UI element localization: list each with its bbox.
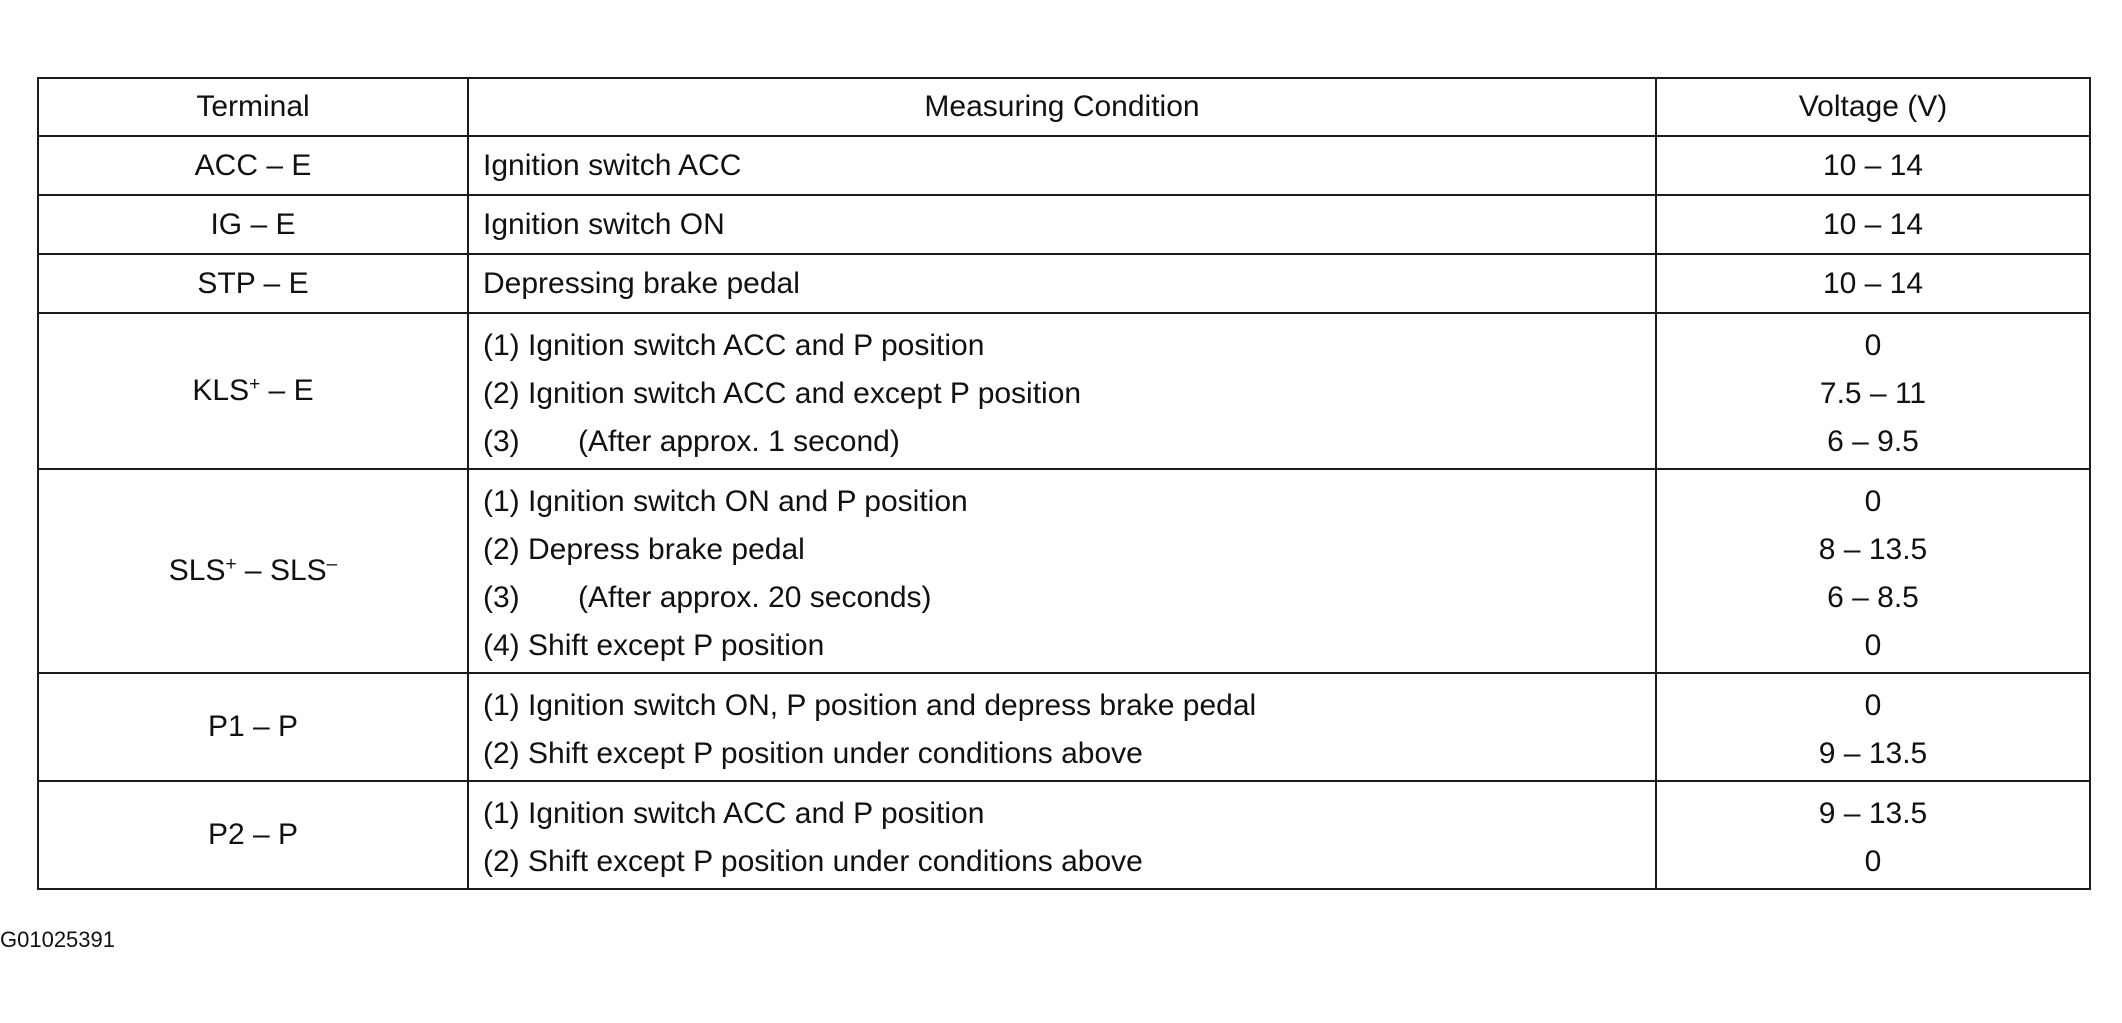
table-row [38, 673, 2090, 781]
terminal-right: E [288, 266, 309, 300]
terminal-left: SLS [168, 554, 226, 587]
table-row [38, 781, 2090, 889]
measuring-condition-cell [468, 254, 1656, 313]
condition-line: (3) (After approx. 20 seconds) [483, 581, 932, 614]
terminal-right: E [291, 148, 312, 182]
condition-line: (2) Shift except P position under conditions above [483, 737, 1143, 770]
terminal-left: KLS [192, 374, 250, 407]
voltage-value: 6 – 8.5 [1827, 581, 1919, 614]
terminal-left: IG [210, 207, 243, 241]
table-row [38, 254, 2090, 313]
voltage-value: 0 [1864, 845, 1882, 878]
terminal-cell [38, 254, 468, 313]
voltage-value: 10 – 14 [1822, 266, 1924, 300]
condition-line: (3) (After approx. 1 second) [483, 425, 900, 458]
voltage-cell [1656, 136, 2090, 195]
terminal-right: P [278, 710, 299, 743]
table-row [38, 136, 2090, 195]
measuring-condition-cell [468, 136, 1656, 195]
voltage-value: 10 – 14 [1822, 207, 1924, 241]
terminal-right: P [278, 818, 299, 851]
header-terminal: Terminal [38, 78, 468, 136]
terminal-right-polarity: – [326, 554, 338, 575]
table-header-row [38, 78, 2090, 136]
measuring-condition-cell [468, 673, 1656, 781]
condition-line: Ignition switch ON [483, 207, 725, 241]
terminal-right: E [275, 207, 296, 241]
voltage-value: 0 [1864, 485, 1882, 518]
voltage-value: 8 – 13.5 [1818, 533, 1928, 566]
terminal-left: P2 [207, 818, 245, 851]
condition-line: (2) Shift except P position under conditions above [483, 845, 1143, 878]
condition-line: (4) Shift except P position [483, 629, 825, 662]
terminal-separator: – [257, 148, 292, 182]
voltage-value: 6 – 9.5 [1827, 425, 1919, 458]
condition-line: Ignition switch ACC [483, 148, 742, 182]
terminal-separator: – [260, 374, 294, 407]
header-measuring-condition: Measuring Condition [468, 78, 1656, 136]
table-row [38, 195, 2090, 254]
voltage-cell [1656, 469, 2090, 673]
terminal-cell [38, 781, 468, 889]
terminal-voltage-table [37, 77, 2091, 890]
terminal-cell [38, 313, 468, 469]
terminal-left-polarity: + [249, 374, 261, 395]
voltage-value: 10 – 14 [1822, 148, 1924, 182]
voltage-value: 0 [1864, 329, 1882, 362]
table-row [38, 469, 2090, 673]
condition-line: Depressing brake pedal [483, 266, 800, 300]
condition-line: (1) Ignition switch ON and P position [483, 485, 968, 518]
condition-line: (1) Ignition switch ACC and P position [483, 329, 985, 362]
terminal-right: E [293, 374, 314, 407]
voltage-value: 7.5 – 11 [1819, 377, 1927, 410]
condition-line: (1) Ignition switch ACC and P position [483, 797, 985, 830]
terminal-cell [38, 195, 468, 254]
figure-id: G01025391 [0, 927, 115, 952]
voltage-cell [1656, 781, 2090, 889]
voltage-value: 9 – 13.5 [1818, 737, 1928, 770]
condition-line: (1) Ignition switch ON, P position and depress brake pedal [483, 689, 1257, 722]
voltage-value: 0 [1864, 629, 1882, 662]
terminal-separator: – [242, 207, 276, 241]
terminal-left: STP [197, 266, 256, 300]
terminal-left-polarity: + [225, 554, 237, 575]
measuring-condition-cell [468, 195, 1656, 254]
voltage-value: 0 [1864, 689, 1882, 722]
condition-line: (2) Depress brake pedal [483, 533, 805, 566]
voltage-cell [1656, 254, 2090, 313]
condition-line: (2) Ignition switch ACC and except P position [483, 377, 1082, 410]
table-body [38, 136, 2090, 889]
terminal-separator: – [244, 818, 279, 851]
measuring-condition-cell [468, 313, 1656, 469]
header-voltage: Voltage (V) [1656, 78, 2090, 136]
voltage-cell [1656, 313, 2090, 469]
voltage-cell [1656, 673, 2090, 781]
terminal-left: ACC [194, 148, 258, 182]
table-row [38, 313, 2090, 469]
terminal-separator: – [244, 710, 279, 743]
terminal-cell [38, 469, 468, 673]
terminal-separator: – [236, 554, 270, 587]
terminal-separator: – [255, 266, 289, 300]
measuring-condition-cell [468, 781, 1656, 889]
terminal-cell [38, 136, 468, 195]
terminal-cell [38, 673, 468, 781]
terminal-right: SLS [269, 554, 327, 587]
terminal-left: P1 [207, 710, 245, 743]
voltage-value: 9 – 13.5 [1818, 797, 1928, 830]
voltage-cell [1656, 195, 2090, 254]
measuring-condition-cell [468, 469, 1656, 673]
